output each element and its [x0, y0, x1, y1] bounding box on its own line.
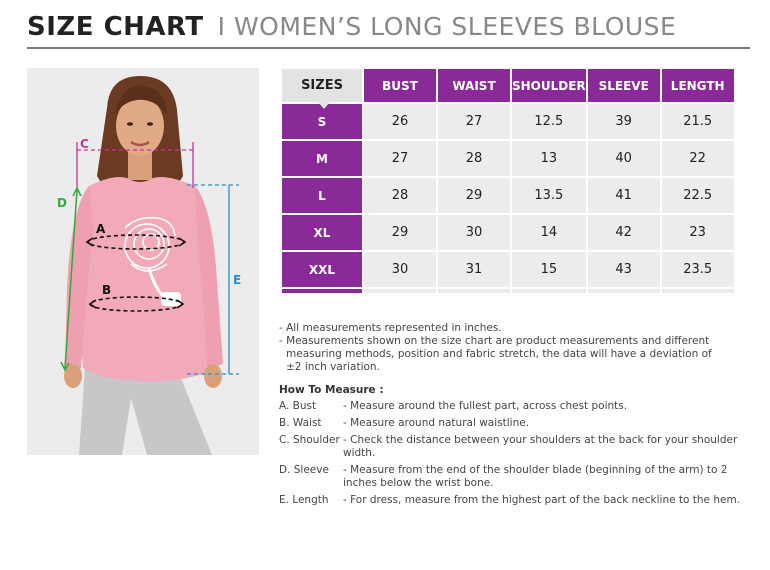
measure-desc: - Measure around natural waistline.: [343, 417, 530, 429]
length-cell: 22.5: [662, 178, 734, 213]
list-item: [279, 464, 749, 490]
measurement-notes: [279, 322, 749, 374]
size-label: XL: [282, 215, 362, 250]
waist-cell: 31: [438, 252, 510, 287]
diagram-label-b: B: [102, 283, 112, 297]
length-cell: 23: [662, 215, 734, 250]
table-row: [282, 178, 734, 213]
table-header-row: [282, 69, 734, 102]
header-length: LENGTH: [662, 69, 734, 102]
measure-desc: - Measure from the end of the shoulder blade (beginning of the arm) to 2 inches below the wrist bone.: [343, 464, 728, 489]
size-label: XXL: [282, 252, 362, 287]
waist-cell: 29: [438, 178, 510, 213]
measure-desc: - Check the distance between your shoulders at the back for your shoulder width.: [343, 434, 738, 459]
page-title: SIZE CHART: [27, 12, 204, 42]
shoulder-cell: 12.5: [512, 104, 586, 139]
sleeve-cell: 43: [588, 252, 660, 287]
diagram-label-c: C: [80, 137, 89, 151]
length-cell: 22: [662, 141, 734, 176]
length-cell: 21.5: [662, 104, 734, 139]
measure-key: B. Waist: [279, 417, 322, 429]
size-label: S: [282, 104, 362, 139]
sleeve-cell: 40: [588, 141, 660, 176]
waist-cell: 30: [438, 215, 510, 250]
waist-cell: 27: [438, 104, 510, 139]
measure-key: C. Shoulder: [279, 434, 340, 446]
note-line: measuring methods, position and fabric stretch, the data will have a deviation of: [286, 348, 712, 360]
bust-cell: 30: [364, 252, 436, 287]
header-sleeve: SLEEVE: [588, 69, 660, 102]
table-row: [282, 215, 734, 250]
size-label: M: [282, 141, 362, 176]
size-chart-table: [280, 67, 736, 295]
table-row: [282, 141, 734, 176]
diagram-label-e: E: [233, 273, 242, 287]
sleeve-cell: 42: [588, 215, 660, 250]
header-shoulder: SHOULDER: [512, 69, 586, 102]
size-label: L: [282, 178, 362, 213]
table-row: [282, 252, 734, 287]
table-footer-bar: [282, 289, 734, 293]
note-line: - All measurements represented in inches.: [279, 322, 502, 334]
measure-key: D. Sleeve: [279, 464, 329, 476]
note-line: - Measurements shown on the size chart are product measurements and different: [279, 335, 710, 347]
length-cell: 23.5: [662, 252, 734, 287]
note-line: ±2 inch variation.: [286, 361, 380, 373]
diagram-label-d: D: [57, 196, 67, 210]
shoulder-cell: 13: [512, 141, 586, 176]
waist-cell: 28: [438, 141, 510, 176]
sleeve-cell: 41: [588, 178, 660, 213]
table-row: [282, 104, 734, 139]
page-subtitle: I WOMEN’S LONG SLEEVES BLOUSE: [217, 12, 677, 41]
how-to-measure-list: [279, 400, 749, 511]
header-bust: BUST: [364, 69, 436, 102]
measure-desc: - Measure around the fullest part, across chest points.: [343, 400, 628, 412]
list-item: [279, 417, 749, 430]
diagram-label-a: A: [96, 222, 106, 236]
bust-cell: 27: [364, 141, 436, 176]
header-waist: WAIST: [438, 69, 510, 102]
bust-cell: 26: [364, 104, 436, 139]
bust-cell: 28: [364, 178, 436, 213]
page-header: [27, 12, 676, 48]
list-item: [279, 494, 749, 507]
measurement-diagram: [27, 68, 259, 455]
measure-desc: - For dress, measure from the highest part of the back neckline to the hem.: [343, 494, 741, 506]
sleeve-cell: 39: [588, 104, 660, 139]
list-item: [279, 434, 749, 460]
how-to-measure-heading: How To Measure :: [279, 384, 384, 396]
shoulder-cell: 15: [512, 252, 586, 287]
model-photo: [27, 68, 259, 455]
bust-cell: 29: [364, 215, 436, 250]
measure-key: E. Length: [279, 494, 329, 506]
shoulder-cell: 14: [512, 215, 586, 250]
measure-key: A. Bust: [279, 400, 317, 412]
list-item: [279, 400, 749, 413]
shoulder-cell: 13.5: [512, 178, 586, 213]
header-sizes: SIZES: [282, 69, 362, 102]
header-divider: [27, 47, 750, 49]
